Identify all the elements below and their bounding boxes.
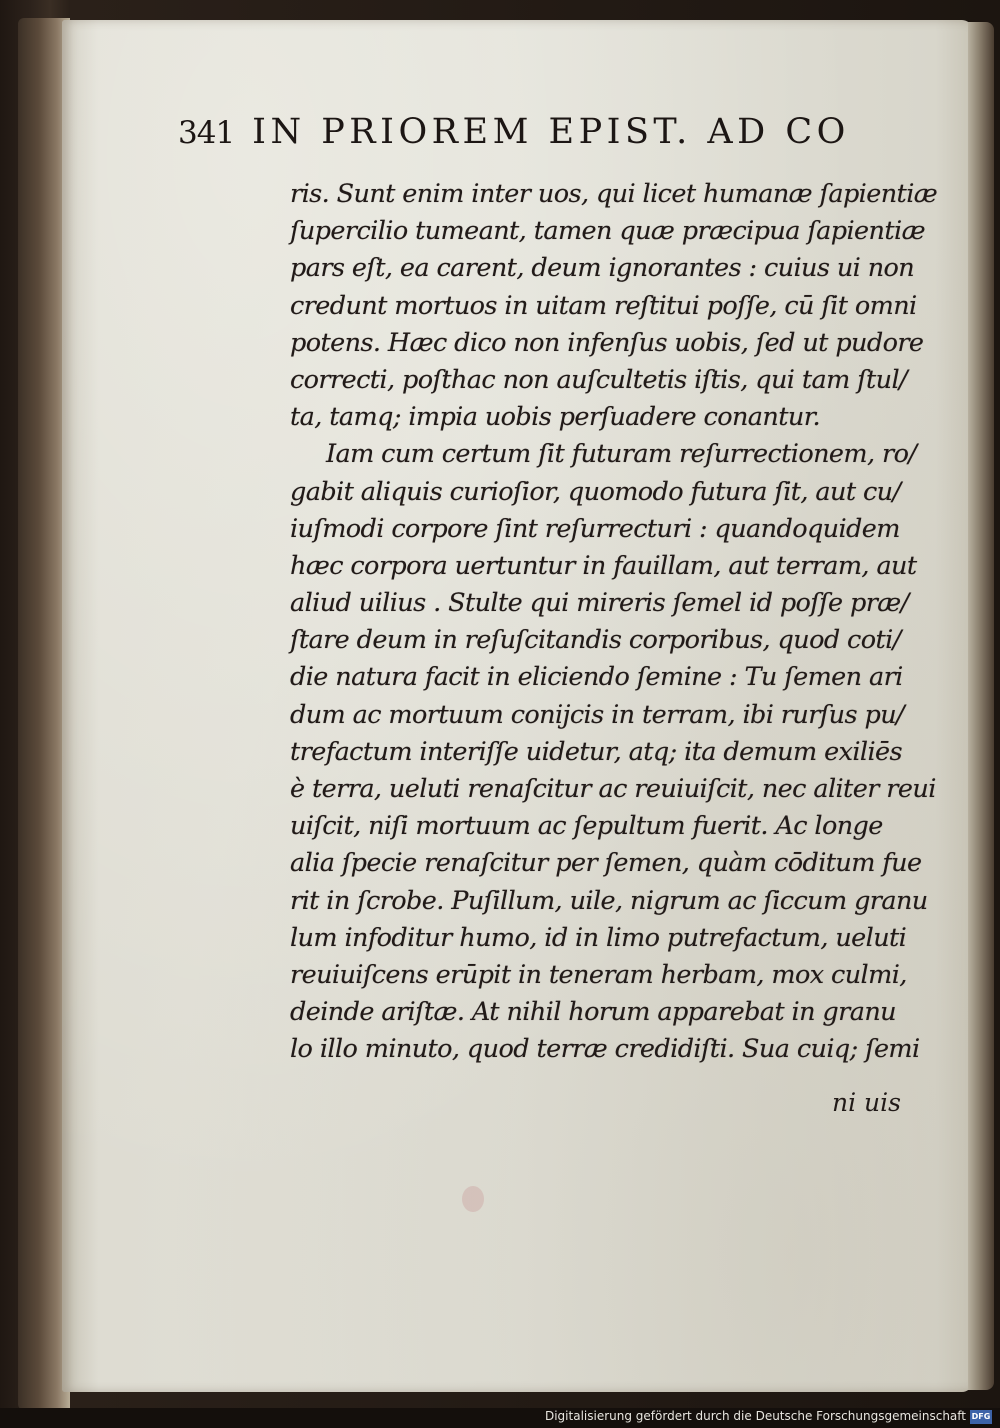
text-line: potens. Hæc dico non infenſus uobis, ſed ut pudore [290, 327, 924, 358]
text-line: hæc corpora uertuntur in fauillam, aut terram, aut [290, 550, 917, 581]
body-text [290, 176, 938, 1069]
text-line: lum infoditur humo, id in limo putrefactum, ueluti [290, 922, 907, 953]
paper-stain [462, 1186, 484, 1212]
page-header [178, 112, 918, 172]
book-right-edge [968, 22, 994, 1390]
text-line: uiſcit, niſi mortuum ac ſepultum fuerit. Ac longe [290, 811, 883, 842]
text-line: ſtare deum in reſuſcitandis corporibus, quod coti/ [290, 625, 901, 656]
text-line: dum ac mortuum conijcis in terram, ibi rurſus pu/ [290, 699, 905, 730]
page-number: 341 [178, 115, 235, 151]
text-line: rit in ſcrobe. Puſillum, uile, nigrum ac ſiccum granu [290, 885, 928, 916]
running-head: IN PRIOREM EPIST. AD CO [252, 112, 850, 152]
text-line: ris. Sunt enim inter uos, qui licet humanæ ſapientiæ [290, 179, 938, 209]
text-line: Iam cum certum ſit futuram reſurrectionem, ro/ [326, 439, 917, 470]
text-line: credunt mortuos in uitam reſtitui poſſe, cū ſit omni [290, 290, 917, 321]
text-line: lo illo minuto, quod terræ credidiſti. Sua cuiq; ſemi [290, 1034, 920, 1065]
text-line: gabit aliquis curioſior, quomodo futura ſit, aut cu/ [290, 476, 901, 507]
text-line: trefactum interiſſe uidetur, atq; ita demum exiliēs [290, 736, 903, 767]
text-line: ſupercilio tumeant, tamen quæ præcipua ſapientiæ [290, 216, 925, 247]
text-line: alia ſpecie renaſcitur per ſemen, quàm cōditum fue [290, 848, 922, 879]
text-line: die natura facit in eliciendo ſemine : Tu ſemen ari [290, 662, 903, 693]
text-line: reuiuiſcens erūpit in teneram herbam, mox culmi, [290, 959, 907, 990]
text-line: deinde ariſtæ. At nihil horum apparebat in granu [290, 997, 896, 1028]
catchword: ni uis [832, 1088, 901, 1117]
text-line: pars eſt, ea carent, deum ignorantes : cuius ui non [290, 253, 915, 284]
digitization-credit: Digitalisierung gefördert durch die Deutsche Forschungsgemeinschaft [544, 1409, 966, 1423]
text-line: aliud uilius . Stulte qui mireris ſemel id poſſe præ/ [290, 588, 909, 619]
dfg-logo: DFG [970, 1410, 992, 1424]
text-line: ta, tamq; impia uobis perſuadere conantur. [290, 402, 820, 433]
text-line: iuſmodi corpore ſint reſurrecturi : quandoquidem [290, 513, 900, 544]
text-line: correcti, poſthac non auſcultetis iſtis, qui tam ſtul/ [290, 364, 908, 395]
text-line: è terra, ueluti renaſcitur ac reuiuiſcit, nec aliter reui [290, 774, 936, 804]
